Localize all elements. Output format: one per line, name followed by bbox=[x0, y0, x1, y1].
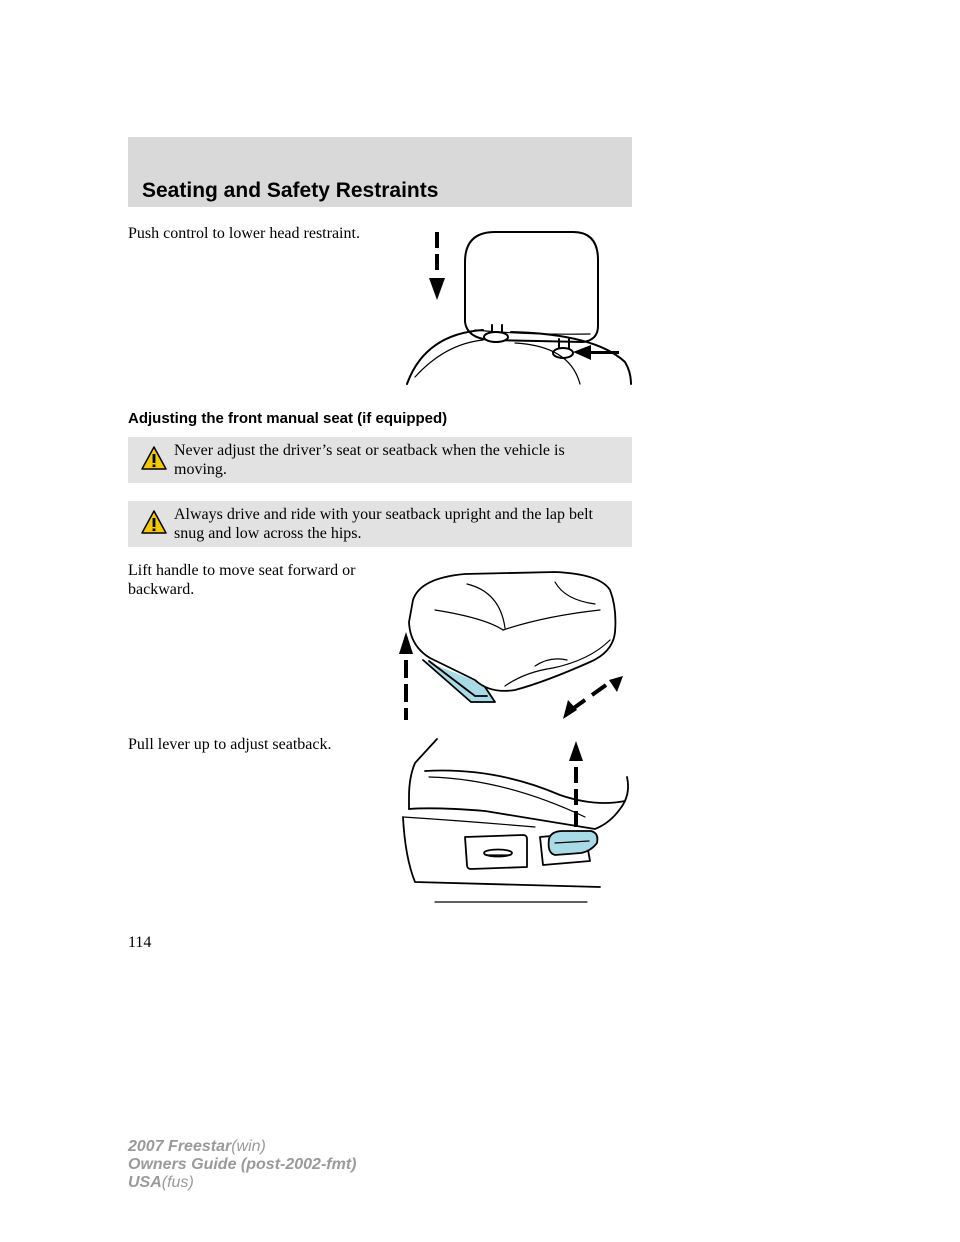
warning-box bbox=[128, 437, 632, 483]
footer-market: USA bbox=[128, 1174, 162, 1191]
footer-line-3 bbox=[128, 1174, 356, 1192]
warning-text: Never adjust the driver’s seat or seatback when the vehicle is moving. bbox=[174, 442, 565, 478]
head-restraint-instruction: Push control to lower head restraint. bbox=[128, 225, 360, 242]
footer-line-1 bbox=[128, 1138, 356, 1156]
seat-cushion-illustration bbox=[395, 560, 635, 725]
footer-model-code: (win) bbox=[231, 1138, 266, 1155]
warning-text: Always drive and ride with your seatback upright and the lap belt snug and low across the hips. bbox=[174, 506, 593, 542]
pull-lever-instruction: Pull lever up to adjust seatback. bbox=[128, 736, 332, 753]
footer-model: 2007 Freestar bbox=[128, 1138, 232, 1155]
head-restraint-illustration bbox=[395, 222, 640, 392]
footer bbox=[128, 1138, 356, 1192]
lift-handle-instruction: Lift handle to move seat forward or backward. bbox=[128, 562, 356, 598]
page-title: Seating and Safety Restraints bbox=[142, 179, 439, 202]
warning-triangle-icon bbox=[141, 510, 167, 534]
warning-box bbox=[128, 501, 632, 547]
page-number: 114 bbox=[128, 934, 152, 951]
footer-line-2: Owners Guide (post-2002-fmt) bbox=[128, 1156, 357, 1173]
manual-seat-heading: Adjusting the front manual seat (if equipped) bbox=[128, 410, 448, 427]
warning-triangle-icon bbox=[141, 446, 167, 470]
seatback-lever-illustration bbox=[395, 737, 635, 907]
footer-market-code: (fus) bbox=[161, 1174, 194, 1191]
